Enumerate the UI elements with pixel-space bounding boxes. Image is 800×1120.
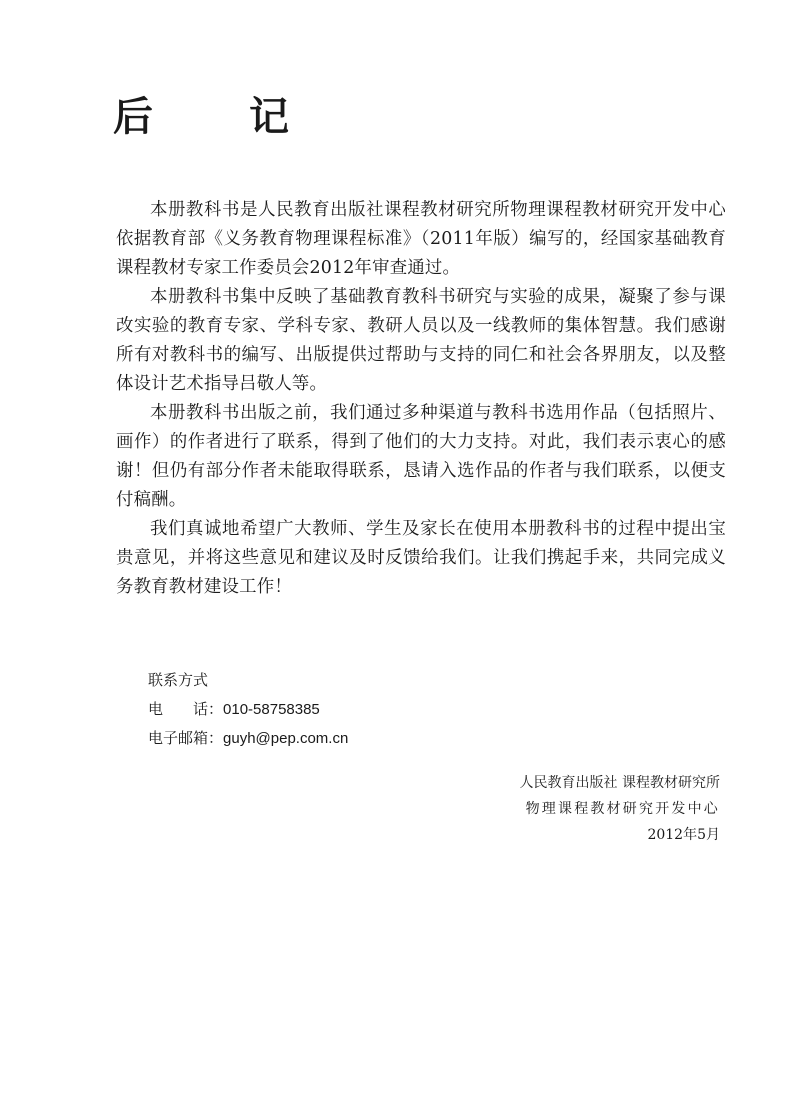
- signature-org: 人民教育出版社 课程教材研究所: [519, 775, 720, 791]
- phone-value: 010-58758385: [223, 701, 320, 718]
- signature-date: 2012年5月: [647, 827, 720, 843]
- phone-label: 电 话：: [148, 700, 224, 718]
- contact-heading: 联系方式: [148, 671, 209, 689]
- paragraph: 我们真诚地希望广大教师、学生及家长在使用本册教科书的过程中提出宝贵意见，并将这些意见和建议及时反馈给我们。让我们携起手来，共同完成义务教育教材建设工作！: [116, 519, 726, 597]
- signature-center: 物理课程教材研究开发中心: [525, 801, 720, 817]
- paragraph: 本册教科书集中反映了基础教育教科书研究与实验的成果，凝聚了参与课改实验的教育专家、学科专家、教研人员以及一线教师的集体智慧。我们感谢所有对教科书的编写、出版提供过帮助与支持的同仁和社会各界朋友，以及整体设计艺术指导吕敬人等。: [116, 287, 726, 394]
- signature-block: [520, 770, 720, 848]
- paragraph: 本册教科书出版之前，我们通过多种渠道与教科书选用作品（包括照片、画作）的作者进行了联系，得到了他们的大力支持。对此，我们表示衷心的感谢！但仍有部分作者未能取得联系，恳请入选作品的作者与我们联系，以便支付稿酬。: [116, 403, 726, 510]
- email-value: guyh@pep.com.cn: [223, 730, 349, 747]
- paragraph: 本册教科书是人民教育出版社课程教材研究所物理课程教材研究开发中心依据教育部《义务教育物理课程标准》（2011年版）编写的，经国家基础教育课程教材专家工作委员会2012年审查通过。: [116, 200, 726, 278]
- email-label: 电子邮箱：: [148, 729, 224, 747]
- contact-email-row: [148, 724, 348, 753]
- body-text: [116, 196, 726, 602]
- contact-info: [148, 666, 348, 753]
- page-title: 后 记: [113, 93, 317, 140]
- contact-phone-row: [148, 695, 348, 724]
